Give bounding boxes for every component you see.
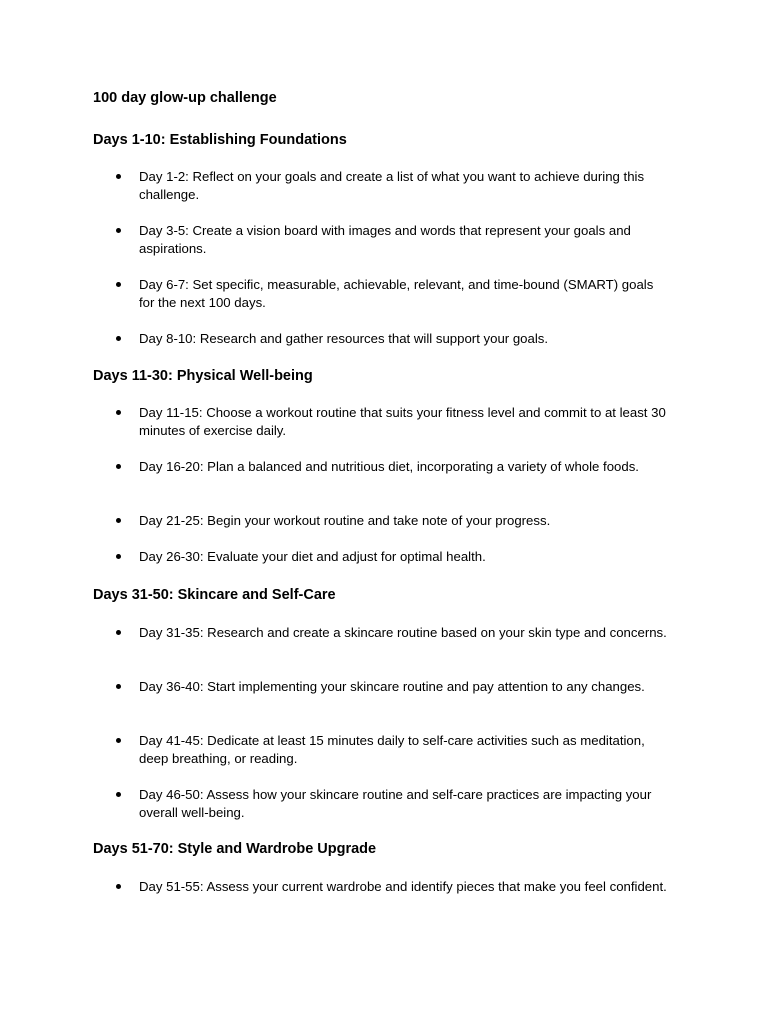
- bullet-icon: [116, 792, 121, 797]
- section-heading: Days 51-70: Style and Wardrobe Upgrade: [93, 841, 377, 857]
- list-item: Day 41-45: Dedicate at least 15 minutes daily to self-care activities such as meditation, deep breathing, or reading.: [93, 732, 669, 786]
- bullet-list: [93, 624, 673, 822]
- bullet-icon: [116, 554, 121, 559]
- list-item: Day 31-35: Research and create a skincare routine based on your skin type and concerns.: [93, 624, 669, 678]
- bullet-icon: [116, 336, 121, 341]
- section-heading: Days 31-50: Skincare and Self-Care: [93, 587, 336, 603]
- list-item: Day 8-10: Research and gather resources that will support your goals.: [93, 330, 669, 348]
- bullet-icon: [116, 410, 121, 415]
- section-physical-well-being: [93, 367, 673, 566]
- document-title: 100 day glow-up challenge: [93, 90, 277, 106]
- bullet-icon: [116, 884, 121, 889]
- bullet-icon: [116, 174, 121, 179]
- list-item: Day 3-5: Create a vision board with images and words that represent your goals and aspirations.: [93, 222, 669, 276]
- section-skincare-self-care: [93, 586, 673, 822]
- bullet-icon: [116, 464, 121, 469]
- bullet-icon: [116, 630, 121, 635]
- bullet-list: [93, 404, 673, 566]
- bullet-icon: [116, 684, 121, 689]
- section-style-wardrobe: [93, 840, 673, 914]
- list-item: Day 6-7: Set specific, measurable, achievable, relevant, and time-bound (SMART) goals for the next 100 days.: [93, 276, 669, 330]
- bullet-icon: [116, 738, 121, 743]
- section-establishing-foundations: [93, 131, 673, 348]
- list-item: Day 1-2: Reflect on your goals and create a list of what you want to achieve during this challenge.: [93, 168, 669, 222]
- list-item: Day 26-30: Evaluate your diet and adjust for optimal health.: [93, 548, 669, 566]
- bullet-list: [93, 168, 673, 348]
- list-item: Day 36-40: Start implementing your skincare routine and pay attention to any changes.: [93, 678, 669, 732]
- list-item: Day 11-15: Choose a workout routine that suits your fitness level and commit to at least 30 minutes of exercise daily.: [93, 404, 669, 458]
- list-item: Day 51-55: Assess your current wardrobe and identify pieces that make you feel confident.: [93, 878, 669, 914]
- section-heading: Days 1-10: Establishing Foundations: [93, 132, 347, 148]
- list-item: Day 46-50: Assess how your skincare routine and self-care practices are impacting your overall well-being.: [93, 786, 669, 822]
- list-item: Day 16-20: Plan a balanced and nutritious diet, incorporating a variety of whole foods.: [93, 458, 669, 512]
- bullet-icon: [116, 228, 121, 233]
- bullet-icon: [116, 282, 121, 287]
- bullet-icon: [116, 518, 121, 523]
- bullet-list: [93, 878, 673, 914]
- list-item: Day 21-25: Begin your workout routine and take note of your progress.: [93, 512, 669, 548]
- section-heading: Days 11-30: Physical Well-being: [93, 368, 313, 384]
